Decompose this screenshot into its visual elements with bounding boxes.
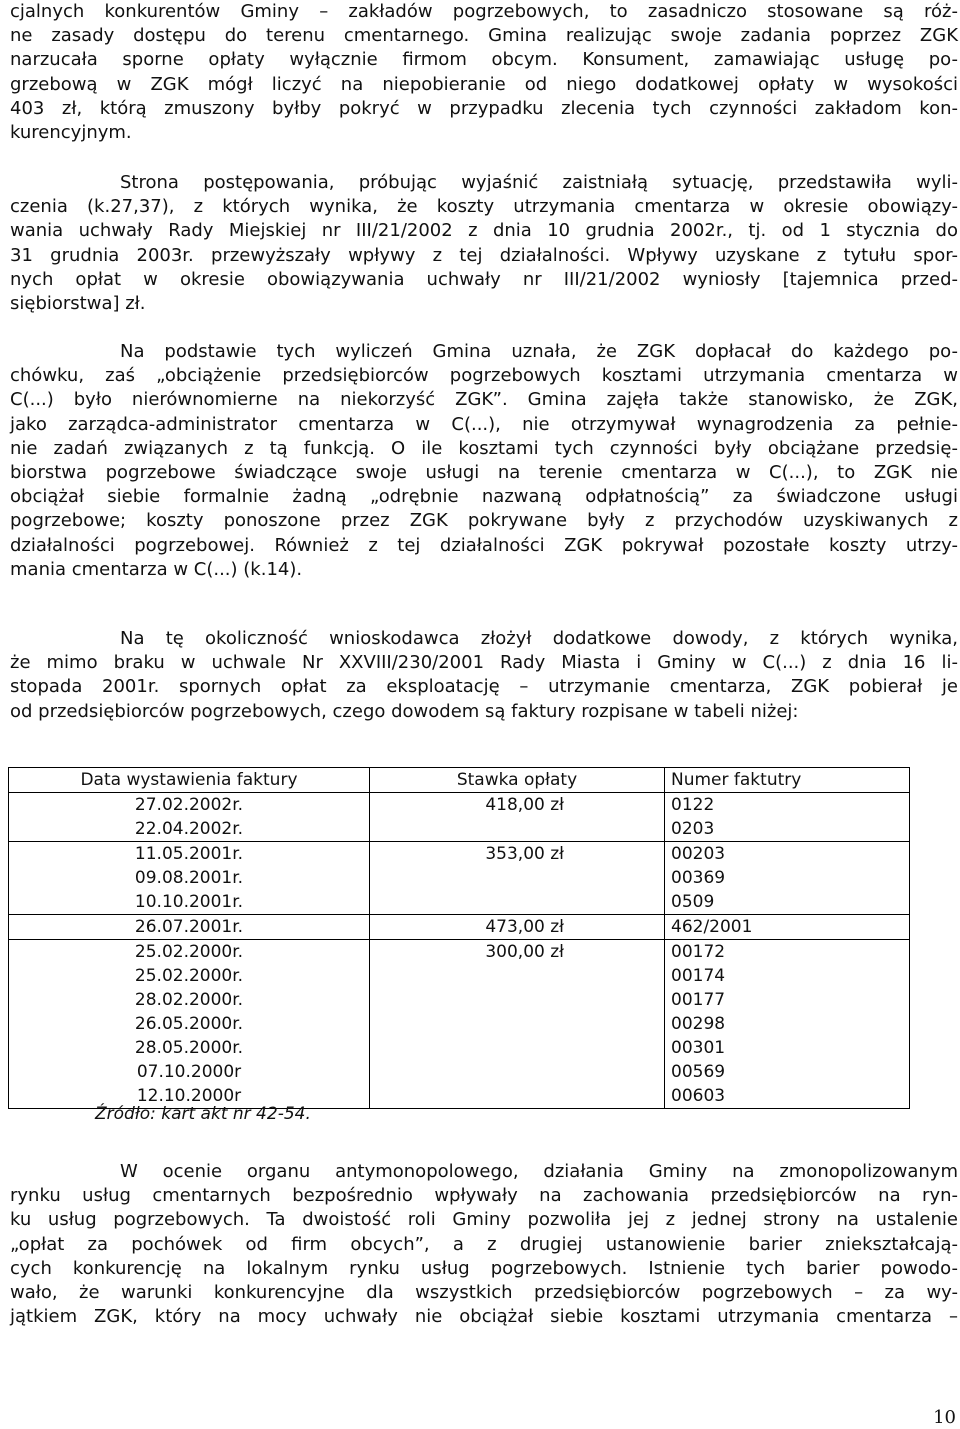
text-line: W ocenie organu antymonopolowego, działania Gminy na zmonopolizowanym (120, 1161, 958, 1182)
text-line: grzebową w ZGK mógł liczyć na niepobieranie od niego dodatkowej opłaty w wysokości (10, 73, 958, 95)
text-line: mania cmentarza w C(...) (k.14). (10, 558, 303, 580)
invoice-rate: 473,00 zł (370, 915, 665, 940)
invoice-number: 0509 (671, 892, 715, 912)
text-line: Na podstawie tych wyliczeń Gmina uznała, że ZGK dopłacał do każdego po- (120, 341, 958, 362)
table-row (9, 793, 910, 842)
text-line: stopada 2001r. spornych opłat za eksploatację – utrzymanie cmentarza, ZGK pobierał je (10, 676, 958, 698)
invoice-date: 28.05.2000r. (134, 1038, 244, 1058)
table-source-note: Źródło: kart akt nr 42-54. (95, 1104, 311, 1124)
text-line: wało, że warunki konkurencyjne dla wszystkich przedsiębiorców pogrzebowych – za wy- (10, 1282, 958, 1304)
invoice-date: 22.04.2002r. (134, 819, 244, 839)
invoice-date: 10.10.2001r. (134, 892, 244, 912)
text-line: C(...) było nierównomierne na niekorzyść ZGK”. Gmina zajęła także stanowisko, że ZGK, (10, 389, 958, 411)
text-line: rynku usług cmentarnych bezpośrednio wpływały na zachowania przedsiębiorców na ryn- (10, 1185, 958, 1207)
text-line: Strona postępowania, próbując wyjaśnić zaistniałą sytuację, przedstawiła wyli- (120, 172, 958, 193)
text-line: siębiorstwa] zł. (10, 293, 146, 315)
invoice-number: 00298 (671, 1014, 726, 1034)
text-line: jako zarządca-administrator cmentarza w C(...), nie otrzymywał wynagrodzenia za pełnie- (10, 413, 958, 435)
text-line: od przedsiębiorców pogrzebowych, czego dowodem są faktury rozpisane w tabeli niżej: (10, 700, 799, 722)
text-line: cych konkurencję na lokalnym rynku usług pogrzebowych. Istnienie tych barier powodo- (10, 1257, 958, 1279)
text-line: narzucała sporne opłaty wyłącznie firmom obcym. Konsument, zamawiając usługę po- (10, 49, 958, 71)
text-line: działalności pogrzebowej. Również z tej działalności ZGK pokrywał pozostałe koszty utrzy- (10, 534, 958, 556)
invoice-number: 00301 (671, 1038, 726, 1058)
text-line: jątkiem ZGK, który na mocy uchwały nie obciążał siebie kosztami utrzymania cmentarza – (10, 1306, 958, 1328)
invoice-date: 25.02.2000r. (134, 942, 244, 962)
text-line: biorstwa pogrzebowe świadczące swoje usługi na terenie cmentarza w C(...), to ZGK nie (10, 462, 958, 484)
table-row (9, 915, 910, 940)
invoice-number: 0203 (671, 819, 715, 839)
paragraph-5 (10, 1160, 958, 1329)
invoice-dates-cell (9, 915, 370, 940)
column-header-date: Data wystawienia faktury (9, 768, 370, 793)
invoice-number: 462/2001 (671, 917, 753, 937)
text-line: nych opłat w okresie obowiązywania uchwały nr III/21/2002 wyniosły [tajemnica przed- (10, 268, 958, 290)
invoice-number: 00569 (671, 1062, 726, 1082)
invoice-date: 11.05.2001r. (134, 844, 244, 864)
text-line: Na tę okoliczność wnioskodawca złożył dodatkowe dowody, z których wynika, (120, 628, 958, 649)
invoice-date: 07.10.2000r (136, 1062, 242, 1082)
text-line: ku usług pogrzebowych. Ta dwoistość roli Gminy pozwoliła jej z jednej strony na ustalenie (10, 1209, 958, 1231)
text-line: 31 grudnia 2003r. przewyższały wpływy z tej działalności. Wpływy uzyskane z tytułu spor- (10, 244, 958, 266)
text-line: nie zadań związanych z tą funkcją. O ile kosztami tych czynności były obciążane przedsię- (10, 437, 958, 459)
text-line: czenia (k.27,37), z których wynika, że koszty utrzymania cmentarza w okresie obowiązy- (10, 196, 958, 218)
text-line: ne zasady dostępu do terenu cmentarnego. Gmina realizując swoje zadania poprzez ZGK (10, 25, 958, 47)
text-line: pogrzebowe; koszty ponoszone przez ZGK pokrywane były z przychodów uzyskiwanych z (10, 510, 958, 532)
invoice-dates-cell (9, 842, 370, 915)
paragraph-2 (10, 171, 958, 316)
invoice-number: 00203 (671, 844, 726, 864)
invoice-date: 27.02.2002r. (134, 795, 244, 815)
invoice-numbers-cell (665, 940, 910, 1109)
table-row (9, 940, 910, 1109)
invoice-numbers-cell (665, 842, 910, 915)
invoice-rate: 353,00 zł (370, 842, 665, 915)
text-line: że mimo braku w uchwale Nr XXVIII/230/2001 Rady Miasta i Gminy w C(...) z dnia 16 li- (10, 652, 958, 674)
invoice-date: 09.08.2001r. (134, 868, 244, 888)
text-line: kurencyjnym. (10, 122, 132, 144)
table-row (9, 842, 910, 915)
invoice-dates-cell (9, 940, 370, 1109)
text-line: chówku, zaś „obciążenie przedsiębiorców pogrzebowych kosztami utrzymania cmentarza w (10, 365, 958, 387)
text-line: „opłat za pochówek od firm obcych”, a z drugiej ustanowienie barier zniekształcają- (10, 1233, 958, 1255)
column-header-rate: Stawka opłaty (370, 768, 665, 793)
invoice-number: 00603 (671, 1086, 726, 1106)
invoice-rate: 418,00 zł (370, 793, 665, 842)
paragraph-4 (10, 627, 958, 724)
text-line: obciążał siebie formalnie żadną „odrębnie nazwaną odpłatnością” za świadczone usługi (10, 486, 958, 508)
invoice-number: 00174 (671, 966, 726, 986)
paragraph-3 (10, 340, 958, 582)
invoice-number: 00177 (671, 990, 726, 1010)
invoice-rate: 300,00 zł (370, 940, 665, 1109)
invoice-date: 28.02.2000r. (134, 990, 244, 1010)
page-number: 10 (933, 1407, 956, 1428)
invoice-dates-cell (9, 793, 370, 842)
invoice-numbers-cell (665, 915, 910, 940)
invoice-date: 12.10.2000r (136, 1086, 242, 1106)
invoice-number: 0122 (671, 795, 715, 815)
paragraph-1 (10, 0, 958, 145)
invoice-date: 25.02.2000r. (134, 966, 244, 986)
invoice-date: 26.05.2000r. (134, 1014, 244, 1034)
column-header-number: Numer faktutry (665, 768, 910, 793)
text-line: cjalnych konkurentów Gminy – zakładów pogrzebowych, to zasadniczo stosowane są róż- (10, 1, 958, 22)
invoice-number: 00172 (671, 942, 726, 962)
text-line: wania uchwały Rady Miejskiej nr III/21/2002 z dnia 10 grudnia 2002r., tj. od 1 stycznia do (10, 220, 958, 242)
invoice-numbers-cell (665, 793, 910, 842)
invoice-table (8, 767, 910, 1109)
invoice-number: 00369 (671, 868, 726, 888)
table-header-row (9, 768, 910, 793)
invoice-date: 26.07.2001r. (134, 917, 244, 937)
text-line: 403 zł, którą zmuszony byłby pokryć w przypadku zlecenia tych czynności zakładom kon- (10, 97, 958, 119)
